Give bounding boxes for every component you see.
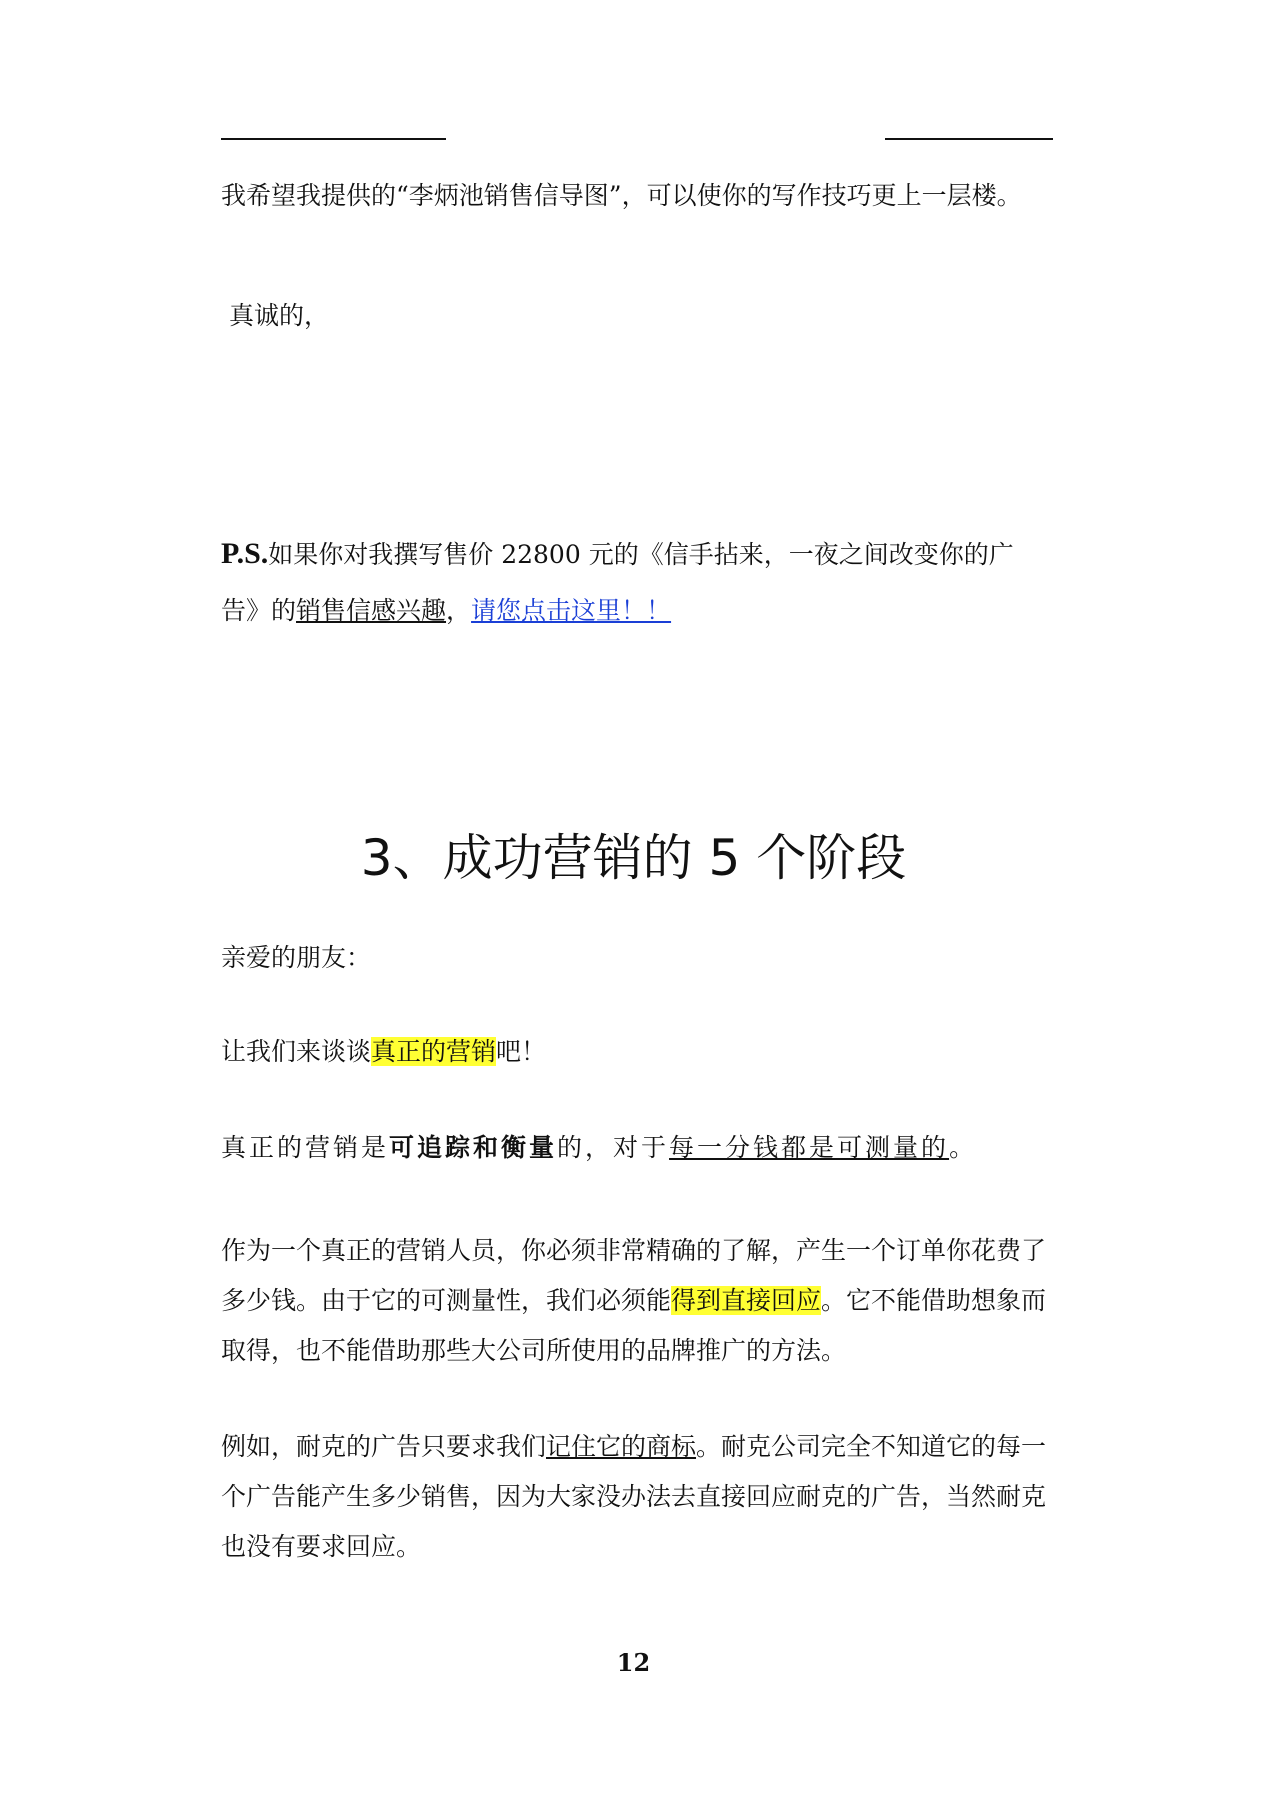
signoff [229, 292, 1059, 340]
p4-pre: 例如，耐克的广告只要求我们 [221, 1432, 547, 1461]
closing-text: 我希望我提供的“李炳池销售信导图”，可以使你的写作技巧更上一层楼。 [221, 181, 1022, 210]
p2-pre: 真正的营销是 [221, 1133, 390, 1162]
closing-paragraph [221, 176, 1051, 216]
p4-post: 。耐克公司完全不知道它的每一个广告能产生多少销售，因为大家没办法去直接回应耐克的广告，当然耐克也没有要求回应。 [221, 1432, 1047, 1561]
p1-post: 吧！ [496, 1037, 547, 1066]
p1-highlight: 真正的营销 [371, 1037, 497, 1066]
p2-bold: 可追踪和衡量 [389, 1133, 558, 1162]
paragraph-3 [221, 1226, 1051, 1376]
paragraph-1 [221, 1028, 1051, 1076]
ps-comma: ， [446, 596, 472, 625]
p2-mid: 的，对于 [557, 1133, 670, 1162]
p2-underline: 每一分钱都是可测量的 [669, 1133, 950, 1162]
signature-line-right [885, 138, 1053, 140]
signoff-text: 真诚的， [229, 301, 330, 330]
ps-link[interactable]: 请您点击这里！！ [471, 596, 672, 625]
paragraph-4 [221, 1422, 1051, 1572]
p3-post: 。它不能借助想象而取得，也不能借助那些大公司所使用的品牌推广的方法。 [221, 1286, 1047, 1365]
p4-underline: 记住它的商标 [546, 1432, 697, 1461]
p3-pre: 作为一个真正的营销人员，你必须非常精确的了解，产生一个订单你花费了多少钱。由于它的可测量性，我们必须能 [221, 1236, 1047, 1315]
ps-label: P.S. [221, 537, 269, 570]
ps-paragraph [221, 526, 1051, 639]
paragraph-2 [221, 1124, 1051, 1172]
ps-text: 如果你对我撰写售价 22800 元的《信手拈来，一夜之间改变你的广告》的 [221, 540, 1014, 625]
p3-highlight: 得到直接回应 [671, 1286, 822, 1315]
ps-underline: 销售信感兴趣 [296, 596, 447, 625]
p1-pre: 让我们来谈谈 [221, 1037, 372, 1066]
page-number: 12 [616, 1648, 651, 1677]
greeting-text: 亲爱的朋友： [221, 943, 372, 972]
p2-end: 。 [949, 1133, 978, 1162]
greeting [221, 934, 1051, 982]
section-title: 3、成功营销的 5 个阶段 [360, 829, 907, 887]
signature-line-left [221, 138, 446, 140]
